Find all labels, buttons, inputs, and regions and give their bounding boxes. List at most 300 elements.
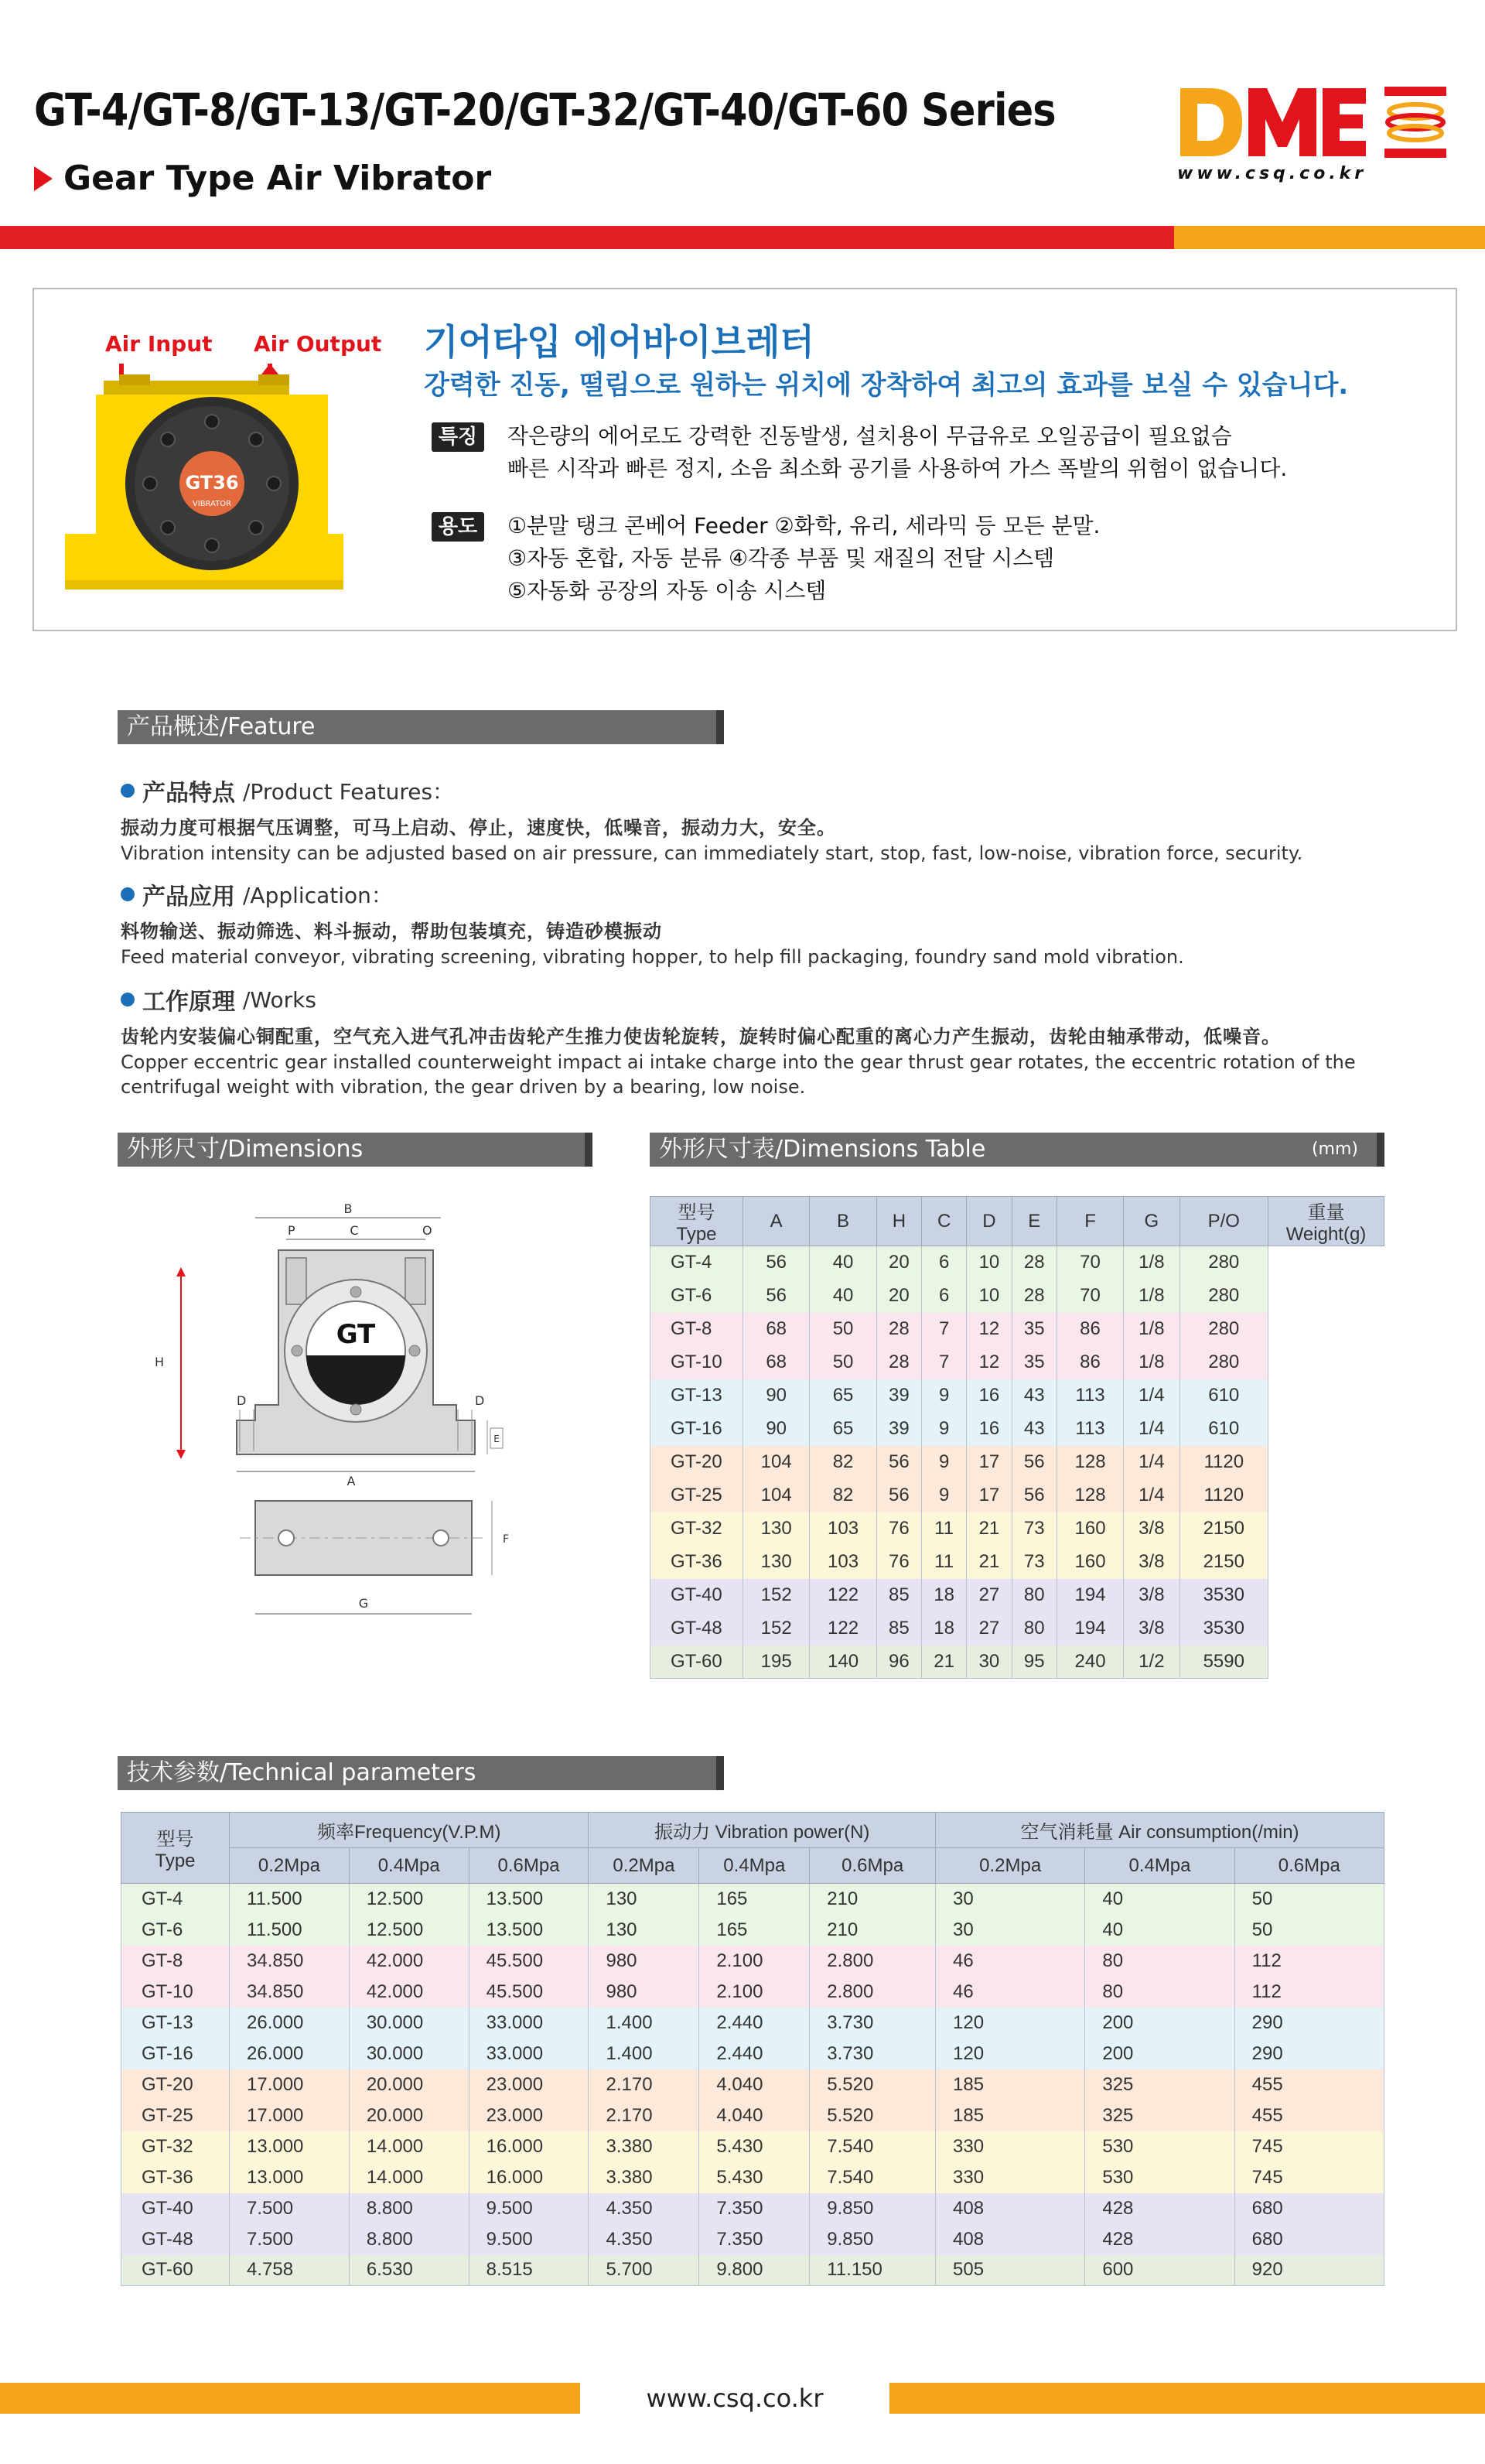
table-cell: 165 (699, 1884, 810, 1915)
intro-panel (32, 288, 1457, 631)
subtitle-text: Gear Type Air Vibrator (63, 159, 492, 198)
table-cell: 103 (810, 1512, 876, 1546)
table-row (121, 2039, 1384, 2069)
cell-model: GT-32 (650, 1512, 743, 1546)
table-row (650, 1479, 1384, 1512)
dim-label-d: D (237, 1393, 247, 1408)
table-cell: 2.440 (699, 2039, 810, 2069)
table-cell: 9 (922, 1413, 967, 1446)
table-cell: 50 (1234, 1884, 1384, 1915)
table-row (650, 1646, 1384, 1679)
col-f: F (1057, 1197, 1123, 1246)
table-cell: 9.500 (469, 2193, 589, 2224)
table-cell: 42.000 (349, 1977, 469, 2008)
table-cell: 280 (1179, 1346, 1268, 1379)
col-pressure: 0.4Mpa (349, 1848, 469, 1884)
table-cell: 50 (1234, 1915, 1384, 1946)
table-cell: 210 (810, 1915, 936, 1946)
table-cell: 16 (967, 1379, 1012, 1413)
table-cell: 13.500 (469, 1884, 589, 1915)
table-cell: 16.000 (469, 2162, 589, 2193)
table-cell: 39 (876, 1379, 921, 1413)
table-cell: 26.000 (230, 2008, 350, 2039)
table-cell: 1/4 (1124, 1446, 1179, 1479)
table-cell: 2.800 (810, 1977, 936, 2008)
table-cell: 11.150 (810, 2255, 936, 2286)
feature-line: 작은량의 에어로도 강력한 진동발생, 설치용이 무급유로 오일공급이 필요없슴 (507, 423, 1232, 449)
table-cell: 610 (1179, 1379, 1268, 1413)
table-cell: 18 (922, 1579, 967, 1612)
table-cell: 14.000 (349, 2162, 469, 2193)
feature-title-en: /Works (243, 986, 316, 1013)
table-row (650, 1313, 1384, 1346)
table-cell: 3.730 (810, 2008, 936, 2039)
table-cell: 530 (1085, 2162, 1234, 2193)
table-cell: 82 (810, 1446, 876, 1479)
table-cell: 2.170 (589, 2069, 699, 2100)
table-cell: 56 (1012, 1479, 1057, 1512)
table-cell: 200 (1085, 2039, 1234, 2069)
feature-text-en: Copper eccentric gear installed counterweight impact ai intake charge into the gear thrust gear rotates, the eccentric rotation of the (121, 1051, 1356, 1073)
table-cell: 505 (936, 2255, 1085, 2286)
dim-label-b: B (343, 1201, 353, 1216)
cell-model: GT-48 (121, 2224, 230, 2255)
table-cell: 128 (1057, 1446, 1123, 1479)
table-cell: 17 (967, 1446, 1012, 1479)
dimensions-table (650, 1196, 1384, 1679)
table-cell: 7 (922, 1346, 967, 1379)
page-title: GT-4/GT-8/GT-13/GT-20/GT-32/GT-40/GT-60 Series (34, 84, 1056, 136)
col-type-cn: 型号 (678, 1202, 715, 1223)
table-cell: 112 (1234, 1977, 1384, 2008)
table-cell: 5.430 (699, 2131, 810, 2162)
table-cell: 27 (967, 1612, 1012, 1646)
table-cell: 9.850 (810, 2193, 936, 2224)
table-cell: 330 (936, 2131, 1085, 2162)
dim-table-unit: (mm) (1311, 1140, 1358, 1159)
table-cell: 2150 (1179, 1512, 1268, 1546)
table-cell: 46 (936, 1977, 1085, 2008)
cell-model: GT-8 (121, 1946, 230, 1977)
table-cell: 194 (1057, 1612, 1123, 1646)
table-cell: 80 (1085, 1946, 1234, 1977)
cell-model: GT-60 (650, 1646, 743, 1679)
table-cell: 4.350 (589, 2193, 699, 2224)
use-line: ⑤자동화 공장의 자동 이송 시스템 (507, 578, 827, 603)
table-cell: 68 (743, 1313, 810, 1346)
table-cell: 18 (922, 1612, 967, 1646)
bullet-icon (121, 784, 135, 798)
table-cell: 28 (1012, 1280, 1057, 1313)
dim-label-e: E (493, 1434, 500, 1444)
feature-text-cn: 料物输送、振动筛选、料斗振动，帮助包装填充，铸造砂模振动 (121, 921, 662, 942)
cell-model: GT-40 (121, 2193, 230, 2224)
feature-title-en: /Product Features： (243, 779, 455, 805)
table-cell: 14.000 (349, 2131, 469, 2162)
table-cell: 130 (743, 1512, 810, 1546)
table-cell: 3/8 (1124, 1546, 1179, 1579)
table-cell: 2.100 (699, 1977, 810, 2008)
table-cell: 1/4 (1124, 1413, 1179, 1446)
table-cell: 3/8 (1124, 1512, 1179, 1546)
table-cell: 50 (810, 1346, 876, 1379)
air-input-label: Air Input (105, 331, 213, 357)
col-pressure: 0.6Mpa (469, 1848, 589, 1884)
table-cell: 43 (1012, 1379, 1057, 1413)
table-cell: 11 (922, 1512, 967, 1546)
col-d: D (967, 1197, 1012, 1246)
table-cell: 122 (810, 1579, 876, 1612)
table-cell: 5.700 (589, 2255, 699, 2286)
cell-model: GT-13 (121, 2008, 230, 2039)
table-cell: 122 (810, 1612, 876, 1646)
table-cell: 23.000 (469, 2100, 589, 2131)
dim-label-h: H (155, 1355, 165, 1369)
table-cell: 17 (967, 1479, 1012, 1512)
table-cell: 56 (1012, 1446, 1057, 1479)
cell-model: GT-32 (121, 2131, 230, 2162)
table-cell: 7.500 (230, 2193, 350, 2224)
table-cell: 26.000 (230, 2039, 350, 2069)
table-cell: 80 (1012, 1612, 1057, 1646)
cell-model: GT-36 (121, 2162, 230, 2193)
table-cell: 3530 (1179, 1612, 1268, 1646)
footer-bar-left (0, 2383, 580, 2414)
table-cell: 113 (1057, 1413, 1123, 1446)
table-cell: 82 (810, 1479, 876, 1512)
table-cell: 30.000 (349, 2008, 469, 2039)
cell-model: GT-13 (650, 1379, 743, 1413)
dim-label-o: O (422, 1223, 432, 1238)
table-cell: 240 (1057, 1646, 1123, 1679)
feature-text-en: centrifugal weight with vibration, the gear driven by a bearing, low noise. (121, 1076, 806, 1098)
table-cell: 73 (1012, 1512, 1057, 1546)
cell-model: GT-4 (121, 1884, 230, 1915)
intro-subheading: 강력한 진동, 떨림으로 원하는 위치에 장착하여 최고의 효과를 보실 수 있습니다. (424, 370, 1349, 401)
table-cell: 33.000 (469, 2008, 589, 2039)
feature-text-cn: 振动力度可根据气压调整，可马上启动、停止，速度快，低噪音，振动力大，安全。 (121, 817, 836, 839)
table-cell: 3.380 (589, 2162, 699, 2193)
table-cell: 42.000 (349, 1946, 469, 1977)
table-cell: 30 (936, 1884, 1085, 1915)
table-cell: 11.500 (230, 1884, 350, 1915)
feature-item-product-features (121, 774, 1302, 864)
table-cell: 745 (1234, 2131, 1384, 2162)
table-cell: 1/8 (1124, 1246, 1179, 1280)
dim-label-a: A (346, 1474, 356, 1488)
table-cell: 30.000 (349, 2039, 469, 2069)
table-row (121, 2008, 1384, 2039)
dim-table-title: 外形尺寸表/Dimensions Table (659, 1136, 986, 1163)
table-row (121, 2131, 1384, 2162)
table-cell: 8.515 (469, 2255, 589, 2286)
table-cell: 1120 (1179, 1446, 1268, 1479)
col-weight-en: Weight(g) (1285, 1224, 1367, 1245)
table-cell: 80 (1012, 1579, 1057, 1612)
table-cell: 10 (967, 1246, 1012, 1280)
use-tag: 용도 (432, 512, 484, 542)
table-cell: 5590 (1179, 1646, 1268, 1679)
table-cell: 4.040 (699, 2069, 810, 2100)
cell-model: GT-40 (650, 1579, 743, 1612)
feature-title-cn: 工作原理 (142, 989, 235, 1016)
feature-title-cn: 产品特点 (142, 780, 235, 807)
table-cell: 56 (743, 1280, 810, 1313)
table-cell: 33.000 (469, 2039, 589, 2069)
table-row (121, 2255, 1384, 2286)
table-cell: 20 (876, 1280, 921, 1313)
cell-model: GT-36 (650, 1546, 743, 1579)
table-cell: 1.400 (589, 2039, 699, 2069)
table-cell: 7.540 (810, 2162, 936, 2193)
table-cell: 130 (589, 1915, 699, 1946)
table-cell: 56 (876, 1479, 921, 1512)
table-cell: 2.800 (810, 1946, 936, 1977)
table-cell: 325 (1085, 2100, 1234, 2131)
cell-model: GT-4 (650, 1246, 743, 1280)
table-cell: 194 (1057, 1579, 1123, 1612)
table-cell: 3/8 (1124, 1612, 1179, 1646)
dimensions-section-header: 外形尺寸/Dimensions (118, 1133, 592, 1167)
dim-label-c: C (350, 1223, 359, 1238)
feature-tag: 특징 (432, 422, 484, 452)
table-cell: 11.500 (230, 1915, 350, 1946)
table-cell: 128 (1057, 1479, 1123, 1512)
cell-model: GT-8 (650, 1313, 743, 1346)
table-cell: 920 (1234, 2255, 1384, 2286)
table-cell: 17.000 (230, 2100, 350, 2131)
table-cell: 80 (1085, 1977, 1234, 2008)
brand-logo (1177, 77, 1456, 186)
table-cell: 7.500 (230, 2224, 350, 2255)
table-cell: 325 (1085, 2069, 1234, 2100)
table-cell: 9.500 (469, 2224, 589, 2255)
table-cell: 34.850 (230, 1977, 350, 2008)
cell-model: GT-10 (650, 1346, 743, 1379)
table-cell: 30 (967, 1646, 1012, 1679)
table-row (121, 2100, 1384, 2131)
col-type-en: Type (155, 1851, 196, 1871)
table-cell: 9.850 (810, 2224, 936, 2255)
col-po: P/O (1179, 1197, 1268, 1246)
table-cell: 745 (1234, 2162, 1384, 2193)
table-cell: 280 (1179, 1280, 1268, 1313)
table-cell: 28 (876, 1346, 921, 1379)
table-cell: 7.350 (699, 2224, 810, 2255)
table-cell: 195 (743, 1646, 810, 1679)
table-row (121, 1977, 1384, 2008)
table-cell: 185 (936, 2100, 1085, 2131)
table-cell: 9.800 (699, 2255, 810, 2286)
dim-table-section-header (650, 1133, 1384, 1167)
table-row (650, 1280, 1384, 1313)
table-cell: 10 (967, 1280, 1012, 1313)
table-cell: 39 (876, 1413, 921, 1446)
table-cell: 12.500 (349, 1915, 469, 1946)
table-row (650, 1612, 1384, 1646)
group-frequency: 频率Frequency(V.P.M) (230, 1813, 589, 1848)
table-cell: 9 (922, 1446, 967, 1479)
table-cell: 1120 (1179, 1479, 1268, 1512)
footer-bar-right (889, 2383, 1485, 2414)
table-row (650, 1413, 1384, 1446)
product-sublabel: VIBRATOR (192, 500, 232, 508)
table-cell: 13.000 (230, 2131, 350, 2162)
table-cell: 290 (1234, 2008, 1384, 2039)
col-pressure: 0.2Mpa (589, 1848, 699, 1884)
table-cell: 2150 (1179, 1546, 1268, 1579)
feature-title-cn: 产品应用 (142, 883, 235, 911)
table-cell: 12.500 (349, 1884, 469, 1915)
table-cell: 152 (743, 1612, 810, 1646)
table-cell: 140 (810, 1646, 876, 1679)
table-row (121, 2193, 1384, 2224)
col-pressure: 0.2Mpa (936, 1848, 1085, 1884)
table-cell: 95 (1012, 1646, 1057, 1679)
table-row (650, 1579, 1384, 1612)
table-cell: 8.800 (349, 2193, 469, 2224)
table-cell: 6 (922, 1246, 967, 1280)
col-g: G (1124, 1197, 1179, 1246)
tech-section-header: 技术参数/Technical parameters (118, 1756, 724, 1790)
table-cell: 2.440 (699, 2008, 810, 2039)
cell-model: GT-25 (650, 1479, 743, 1512)
feature-line: 빠른 시작과 빠른 정지, 소음 최소화 공기를 사용하여 가스 폭발의 위험이 없습니다. (507, 456, 1288, 481)
group-air-consumption: 空气消耗量 Air consumption(/min) (936, 1813, 1384, 1848)
table-cell: 1/8 (1124, 1280, 1179, 1313)
table-row (650, 1446, 1384, 1479)
bullet-icon (121, 887, 135, 901)
cell-model: GT-6 (650, 1280, 743, 1313)
col-type-cn: 型号 (156, 1829, 194, 1850)
table-cell: 455 (1234, 2069, 1384, 2100)
dimension-drawing (147, 1196, 572, 1637)
table-cell: 3.380 (589, 2131, 699, 2162)
table-cell: 130 (743, 1546, 810, 1579)
dim-label-p: P (288, 1223, 295, 1238)
table-cell: 165 (699, 1915, 810, 1946)
table-cell: 17.000 (230, 2069, 350, 2100)
table-cell: 680 (1234, 2193, 1384, 2224)
col-pressure: 0.4Mpa (1085, 1848, 1234, 1884)
table-cell: 210 (810, 1884, 936, 1915)
drawing-gt-label: GT (336, 1319, 376, 1350)
table-cell: 160 (1057, 1546, 1123, 1579)
table-cell: 600 (1085, 2255, 1234, 2286)
table-cell: 5.520 (810, 2100, 936, 2131)
table-cell: 16 (967, 1413, 1012, 1446)
table-cell: 6.530 (349, 2255, 469, 2286)
table-cell: 4.040 (699, 2100, 810, 2131)
table-row (121, 1946, 1384, 1977)
dim-label-f: F (502, 1533, 510, 1546)
table-cell: 408 (936, 2224, 1085, 2255)
table-cell: 104 (743, 1479, 810, 1512)
table-cell: 104 (743, 1446, 810, 1479)
table-row (121, 2224, 1384, 2255)
cell-model: GT-20 (121, 2069, 230, 2100)
table-cell: 12 (967, 1313, 1012, 1346)
air-output-label: Air Output (254, 331, 382, 357)
table-cell: 428 (1085, 2224, 1234, 2255)
table-row (121, 1915, 1384, 1946)
feature-text-en: Vibration intensity can be adjusted based on air pressure, can immediately start, stop, fast, low-noise, vibration force, security. (121, 842, 1303, 864)
table-cell: 9 (922, 1379, 967, 1413)
col-h: H (876, 1197, 921, 1246)
table-cell: 13.000 (230, 2162, 350, 2193)
table-cell: 330 (936, 2162, 1085, 2193)
col-b: B (810, 1197, 876, 1246)
table-cell: 23.000 (469, 2069, 589, 2100)
table-cell: 1/4 (1124, 1379, 1179, 1413)
cell-model: GT-16 (650, 1413, 743, 1446)
table-cell: 280 (1179, 1246, 1268, 1280)
table-cell: 85 (876, 1579, 921, 1612)
product-label: GT36 (185, 472, 239, 494)
table-cell: 530 (1085, 2131, 1234, 2162)
table-cell: 12 (967, 1346, 1012, 1379)
table-cell: 45.500 (469, 1977, 589, 2008)
table-cell: 27 (967, 1579, 1012, 1612)
table-cell: 1/2 (1124, 1646, 1179, 1679)
table-cell: 70 (1057, 1246, 1123, 1280)
feature-text-cn: 齿轮内安装偏心铜配重，空气充入进气孔冲击齿轮产生推力使齿轮旋转，旋转时偏心配重的离心力产生振动，齿轮由轴承带动，低噪音。 (121, 1026, 1281, 1047)
table-cell: 9 (922, 1479, 967, 1512)
table-cell: 2.100 (699, 1946, 810, 1977)
table-row (650, 1512, 1384, 1546)
table-cell: 980 (589, 1946, 699, 1977)
table-cell: 160 (1057, 1512, 1123, 1546)
table-cell: 5.520 (810, 2069, 936, 2100)
table-cell: 73 (1012, 1546, 1057, 1579)
table-cell: 40 (810, 1280, 876, 1313)
table-cell: 7.540 (810, 2131, 936, 2162)
table-cell: 428 (1085, 2193, 1234, 2224)
table-cell: 6 (922, 1280, 967, 1313)
table-cell: 113 (1057, 1379, 1123, 1413)
table-cell: 65 (810, 1413, 876, 1446)
col-type-en: Type (676, 1224, 717, 1245)
table-cell: 50 (810, 1313, 876, 1346)
table-cell: 65 (810, 1379, 876, 1413)
table-cell: 3/8 (1124, 1579, 1179, 1612)
table-cell: 185 (936, 2069, 1085, 2100)
use-line: ①분말 탱크 콘베어 Feeder ②화학, 유리, 세라믹 등 모든 분말. (507, 513, 1101, 538)
table-cell: 4.758 (230, 2255, 350, 2286)
bullet-icon (121, 993, 135, 1006)
table-row (121, 2069, 1384, 2100)
table-cell: 86 (1057, 1346, 1123, 1379)
table-cell: 4.350 (589, 2224, 699, 2255)
col-pressure: 0.6Mpa (1234, 1848, 1384, 1884)
cell-model: GT-20 (650, 1446, 743, 1479)
table-cell: 5.430 (699, 2162, 810, 2193)
table-cell: 35 (1012, 1346, 1057, 1379)
technical-parameters-table (121, 1812, 1384, 2286)
header-bar-yellow (1174, 226, 1485, 249)
table-row (121, 1884, 1384, 1915)
table-row (650, 1346, 1384, 1379)
footer-url: www.csq.co.kr (646, 2384, 824, 2413)
table-cell: 2.170 (589, 2100, 699, 2131)
table-cell: 103 (810, 1546, 876, 1579)
col-pressure: 0.6Mpa (810, 1848, 936, 1884)
table-cell: 680 (1234, 2224, 1384, 2255)
page-subtitle (34, 159, 491, 198)
table-cell: 13.500 (469, 1915, 589, 1946)
table-cell: 130 (589, 1884, 699, 1915)
feature-text-en: Feed material conveyor, vibrating screening, vibrating hopper, to help fill packaging, foundry sand mold vibration. (121, 946, 1184, 968)
